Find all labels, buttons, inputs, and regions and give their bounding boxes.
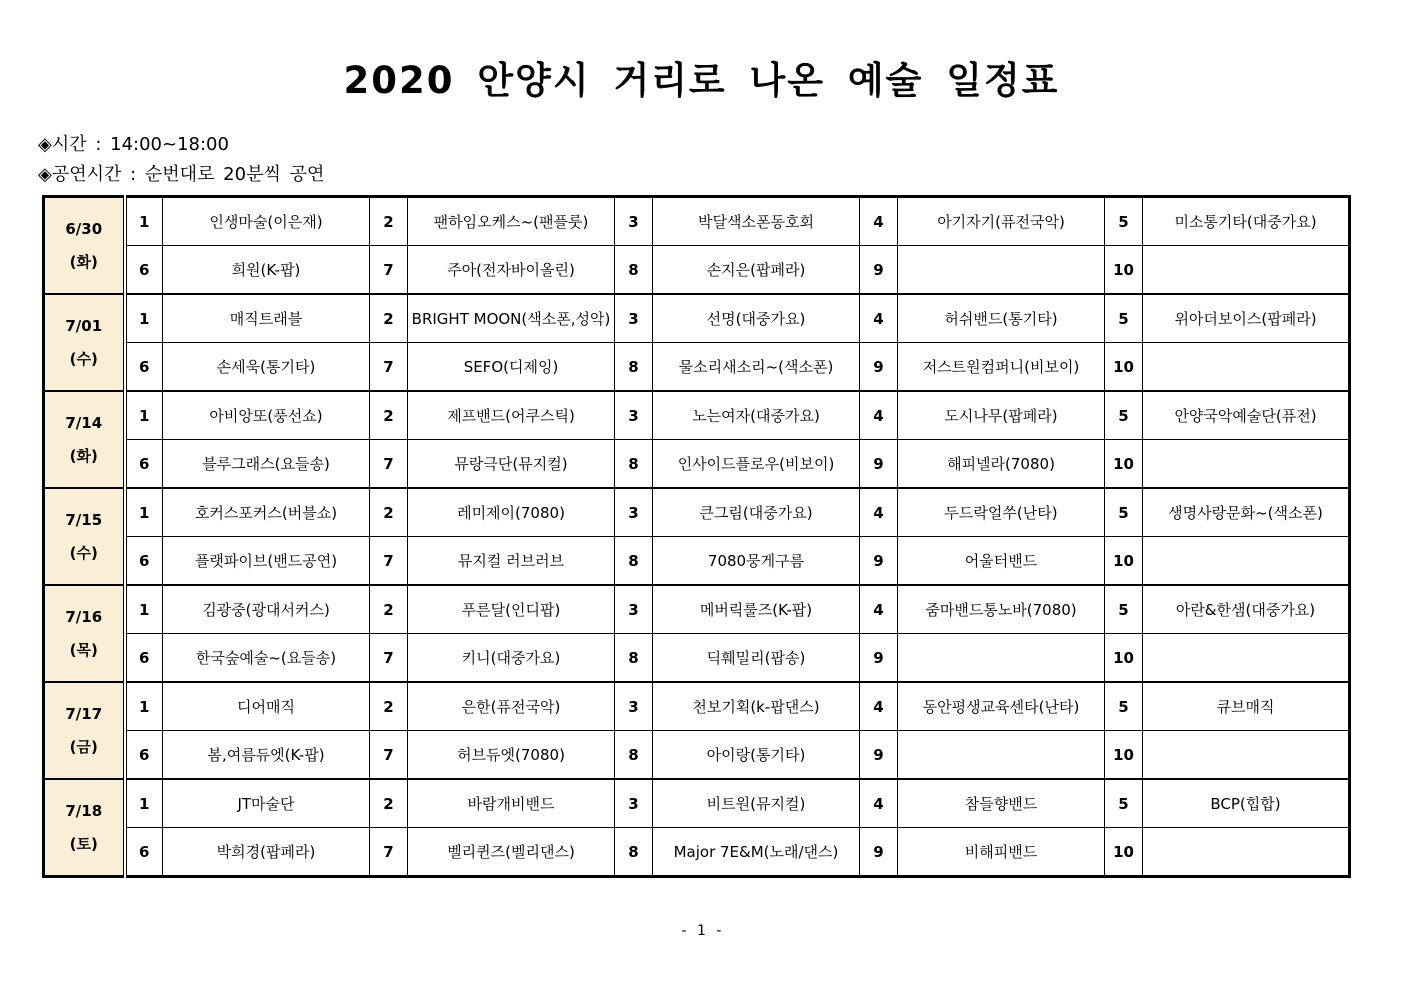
performer-name: 벨리퀸즈(벨리댄스) — [408, 828, 615, 877]
performer-name: SEFO(디제잉) — [408, 343, 615, 392]
schedule-row — [44, 391, 1350, 440]
performer-name — [1143, 440, 1350, 489]
slot-number: 5 — [1105, 682, 1143, 731]
slot-number: 5 — [1105, 391, 1143, 440]
slot-number: 3 — [615, 197, 653, 246]
slot-number: 6 — [125, 246, 163, 295]
slot-number: 7 — [370, 731, 408, 780]
slot-number: 3 — [615, 488, 653, 537]
performer-name: 아란&한샘(대중가요) — [1143, 585, 1350, 634]
slot-number: 10 — [1105, 440, 1143, 489]
performer-name: 7080뭉게구름 — [653, 537, 860, 586]
weekday-label: (목) — [69, 640, 98, 659]
performer-name: 바람개비밴드 — [408, 779, 615, 828]
slot-number: 9 — [860, 343, 898, 392]
performer-name: 호커스포커스(버블쇼) — [163, 488, 370, 537]
schedule-row — [44, 537, 1350, 586]
schedule-row — [44, 682, 1350, 731]
slot-number: 4 — [860, 197, 898, 246]
date-cell — [44, 294, 125, 391]
performer-name: 안양국악예술단(퓨전) — [1143, 391, 1350, 440]
slot-number: 3 — [615, 585, 653, 634]
schedule-table — [42, 195, 1351, 878]
date-cell — [44, 682, 125, 779]
date-cell — [44, 391, 125, 488]
date-label: 7/17 — [65, 704, 103, 723]
slot-number: 5 — [1105, 779, 1143, 828]
performer-name — [1143, 634, 1350, 683]
performer-name: 아비앙또(풍선쇼) — [163, 391, 370, 440]
weekday-label: (수) — [69, 543, 98, 562]
performer-name: 제프밴드(어쿠스틱) — [408, 391, 615, 440]
performer-name: 아이랑(통기타) — [653, 731, 860, 780]
performer-name: 선명(대중가요) — [653, 294, 860, 343]
date-label: 6/30 — [65, 219, 103, 238]
performer-name: 도시나무(팝페라) — [898, 391, 1105, 440]
performer-name: JT마술단 — [163, 779, 370, 828]
schedule-row — [44, 828, 1350, 877]
slot-number: 1 — [125, 779, 163, 828]
performer-name: 은한(퓨전국악) — [408, 682, 615, 731]
schedule-row — [44, 488, 1350, 537]
slot-number: 1 — [125, 682, 163, 731]
slot-number: 8 — [615, 537, 653, 586]
slot-number: 2 — [370, 197, 408, 246]
date-cell — [44, 197, 125, 295]
schedule-row — [44, 779, 1350, 828]
performer-name: 비해피밴드 — [898, 828, 1105, 877]
slot-number: 1 — [125, 585, 163, 634]
performer-name: 주아(전자바이올린) — [408, 246, 615, 295]
performer-name: 아기자기(퓨전국악) — [898, 197, 1105, 246]
schedule-row — [44, 440, 1350, 489]
slot-number: 8 — [615, 634, 653, 683]
slot-number: 5 — [1105, 585, 1143, 634]
slot-number: 7 — [370, 828, 408, 877]
slot-number: 3 — [615, 294, 653, 343]
performer-name: 해피넬라(7080) — [898, 440, 1105, 489]
performer-name: 줌마밴드통노바(7080) — [898, 585, 1105, 634]
slot-number: 8 — [615, 440, 653, 489]
performer-name: 두드락얼쑤(난타) — [898, 488, 1105, 537]
slot-number: 4 — [860, 682, 898, 731]
slot-number: 7 — [370, 634, 408, 683]
date-cell — [44, 585, 125, 682]
performer-name: BCP(힙합) — [1143, 779, 1350, 828]
date-label: 7/14 — [65, 413, 103, 432]
performer-name: 블루그래스(요들송) — [163, 440, 370, 489]
slot-number: 6 — [125, 343, 163, 392]
performer-name: 메버릭룰즈(K-팝) — [653, 585, 860, 634]
slot-number: 9 — [860, 731, 898, 780]
page-number: - 1 - — [681, 923, 722, 939]
performer-name: 미소통기타(대중가요) — [1143, 197, 1350, 246]
performer-name: 뮤랑극단(뮤지컬) — [408, 440, 615, 489]
slot-number: 3 — [615, 682, 653, 731]
performer-name: 천보기획(k-팝댄스) — [653, 682, 860, 731]
performer-name: 동안평생교육센타(난타) — [898, 682, 1105, 731]
schedule-row — [44, 294, 1350, 343]
performer-name: 손지은(팝페라) — [653, 246, 860, 295]
performer-name: 생명사랑문화~(색소폰) — [1143, 488, 1350, 537]
date-cell — [44, 779, 125, 877]
date-label: 7/18 — [65, 801, 103, 820]
slot-number: 4 — [860, 391, 898, 440]
performer-name: 딕훼밀리(팝송) — [653, 634, 860, 683]
slot-number: 5 — [1105, 294, 1143, 343]
slot-number: 4 — [860, 294, 898, 343]
slot-number: 2 — [370, 488, 408, 537]
performer-name: 인사이드플로우(비보이) — [653, 440, 860, 489]
schedule-row — [44, 731, 1350, 780]
performer-name: 디어매직 — [163, 682, 370, 731]
slot-number: 10 — [1105, 343, 1143, 392]
slot-number: 6 — [125, 828, 163, 877]
date-label: 7/01 — [65, 316, 103, 335]
slot-number: 2 — [370, 294, 408, 343]
slot-number: 10 — [1105, 731, 1143, 780]
weekday-label: (화) — [69, 446, 98, 465]
slot-number: 3 — [615, 779, 653, 828]
performer-name: 한국숲예술~(요들송) — [163, 634, 370, 683]
schedule-row — [44, 246, 1350, 295]
slot-number: 3 — [615, 391, 653, 440]
performer-name — [1143, 731, 1350, 780]
performance-duration-info: ◈공연시간 : 순번대로 20분씩 공연 — [38, 164, 325, 185]
page-title: 2020 안양시 거리로 나온 예술 일정표 — [343, 59, 1060, 102]
performer-name — [898, 731, 1105, 780]
slot-number: 4 — [860, 585, 898, 634]
performer-name: 허쉬밴드(통기타) — [898, 294, 1105, 343]
slot-number: 4 — [860, 488, 898, 537]
slot-number: 1 — [125, 197, 163, 246]
date-cell — [44, 488, 125, 585]
slot-number: 9 — [860, 246, 898, 295]
performer-name — [1143, 537, 1350, 586]
slot-number: 7 — [370, 440, 408, 489]
performer-name: 물소리새소리~(색소폰) — [653, 343, 860, 392]
weekday-label: (금) — [69, 737, 98, 756]
performer-name: 박희경(팝페라) — [163, 828, 370, 877]
slot-number: 9 — [860, 828, 898, 877]
slot-number: 1 — [125, 294, 163, 343]
slot-number: 6 — [125, 537, 163, 586]
performer-name: Major 7E&M(노래/댄스) — [653, 828, 860, 877]
performer-name: 노는여자(대중가요) — [653, 391, 860, 440]
performer-name — [1143, 246, 1350, 295]
schedule-row — [44, 343, 1350, 392]
performer-name: 매직트래블 — [163, 294, 370, 343]
performer-name — [1143, 343, 1350, 392]
performer-name: 위아더보이스(팝페라) — [1143, 294, 1350, 343]
slot-number: 2 — [370, 391, 408, 440]
performer-name: 김광중(광대서커스) — [163, 585, 370, 634]
performer-name: 박달색소폰동호회 — [653, 197, 860, 246]
performer-name: 플랫파이브(밴드공연) — [163, 537, 370, 586]
slot-number: 6 — [125, 731, 163, 780]
performer-name: 큰그림(대중가요) — [653, 488, 860, 537]
performer-name: 팬하임오케스~(팬플룻) — [408, 197, 615, 246]
slot-number: 5 — [1105, 197, 1143, 246]
performer-name: BRIGHT MOON(색소폰,성악) — [408, 294, 615, 343]
schedule-row — [44, 585, 1350, 634]
time-info: ◈시간 : 14:00~18:00 — [38, 134, 229, 155]
slot-number: 5 — [1105, 488, 1143, 537]
slot-number: 10 — [1105, 828, 1143, 877]
slot-number: 7 — [370, 246, 408, 295]
slot-number: 2 — [370, 585, 408, 634]
slot-number: 6 — [125, 440, 163, 489]
performer-name — [898, 246, 1105, 295]
performer-name: 비트원(뮤지컬) — [653, 779, 860, 828]
performer-name: 손세욱(통기타) — [163, 343, 370, 392]
slot-number: 7 — [370, 343, 408, 392]
slot-number: 7 — [370, 537, 408, 586]
performer-name: 허브듀엣(7080) — [408, 731, 615, 780]
slot-number: 4 — [860, 779, 898, 828]
performer-name: 큐브매직 — [1143, 682, 1350, 731]
performer-name: 뮤지컬 러브러브 — [408, 537, 615, 586]
slot-number: 10 — [1105, 537, 1143, 586]
performer-name: 키니(대중가요) — [408, 634, 615, 683]
slot-number: 8 — [615, 828, 653, 877]
performer-name: 참들향밴드 — [898, 779, 1105, 828]
slot-number: 8 — [615, 731, 653, 780]
weekday-label: (수) — [69, 349, 98, 368]
slot-number: 2 — [370, 682, 408, 731]
performer-name: 푸른달(인디팝) — [408, 585, 615, 634]
slot-number: 10 — [1105, 634, 1143, 683]
performer-name — [1143, 828, 1350, 877]
slot-number: 8 — [615, 343, 653, 392]
date-label: 7/16 — [65, 607, 103, 626]
schedule-row — [44, 197, 1350, 246]
schedule-row — [44, 634, 1350, 683]
performer-name: 봄,여름듀엣(K-팝) — [163, 731, 370, 780]
slot-number: 2 — [370, 779, 408, 828]
slot-number: 9 — [860, 440, 898, 489]
performer-name: 희원(K-팝) — [163, 246, 370, 295]
slot-number: 1 — [125, 391, 163, 440]
performer-name: 레미제이(7080) — [408, 488, 615, 537]
weekday-label: (화) — [69, 252, 98, 271]
slot-number: 9 — [860, 537, 898, 586]
slot-number: 10 — [1105, 246, 1143, 295]
slot-number: 1 — [125, 488, 163, 537]
slot-number: 6 — [125, 634, 163, 683]
date-label: 7/15 — [65, 510, 103, 529]
performer-name — [898, 634, 1105, 683]
slot-number: 8 — [615, 246, 653, 295]
schedule-body — [44, 197, 1350, 877]
performer-name: 저스트원컴퍼니(비보이) — [898, 343, 1105, 392]
performer-name: 인생마술(이은재) — [163, 197, 370, 246]
weekday-label: (토) — [69, 834, 98, 853]
performer-name: 어울터밴드 — [898, 537, 1105, 586]
slot-number: 9 — [860, 634, 898, 683]
